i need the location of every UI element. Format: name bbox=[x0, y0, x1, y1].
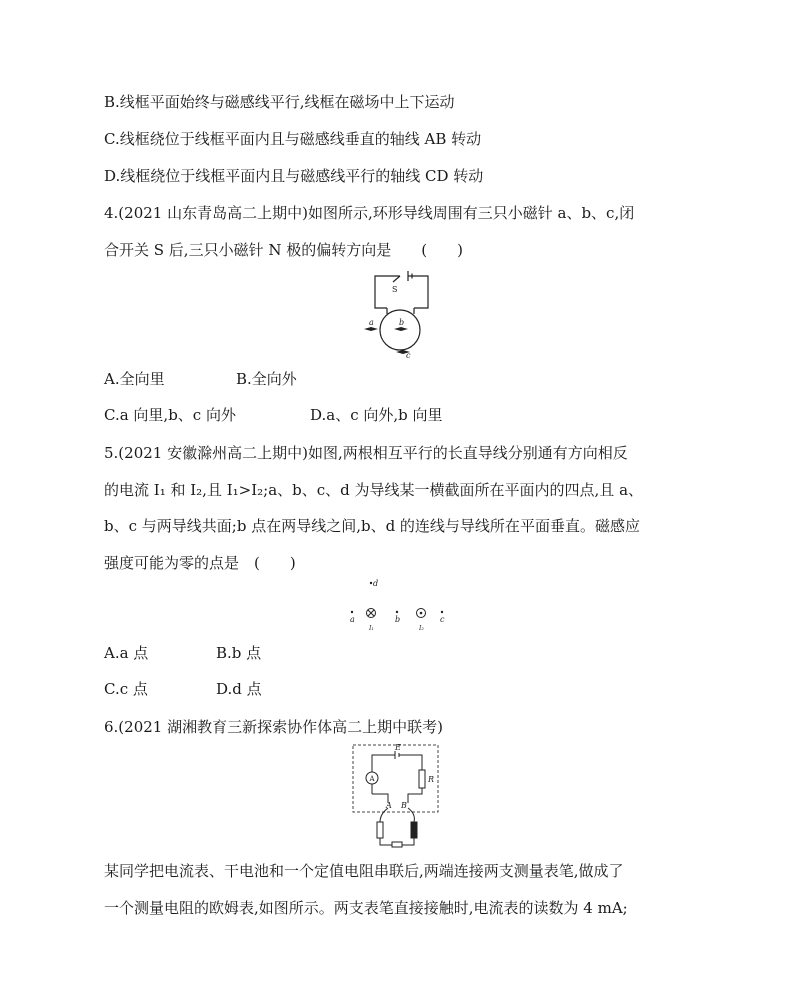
wire-1-cross-icon bbox=[368, 610, 374, 616]
q5-stem-1: 5.(2021 安徽滁州高二上期中)如图,两根相互平行的长直导线分别通有方向相反 bbox=[104, 444, 628, 462]
q4-option-d: D.a、c 向外,b 向里 bbox=[310, 406, 443, 424]
test-probe-black-icon bbox=[411, 822, 417, 838]
switch-label: S bbox=[392, 285, 398, 294]
resistor-r-icon bbox=[419, 770, 425, 788]
q5-option-a: A.a 点 bbox=[104, 644, 149, 662]
q4-option-a: A.全向里 bbox=[104, 370, 165, 388]
point-b-dot bbox=[396, 611, 398, 613]
point-a-label: a bbox=[350, 615, 355, 624]
point-d-dot bbox=[370, 582, 372, 584]
q6-figure bbox=[350, 742, 454, 848]
q5-stem-2: 的电流 I₁ 和 I₂,且 I₁>I₂;a、b、c、d 为导线某一横截面所在平面内的四点,且 a、 bbox=[104, 481, 644, 499]
point-c-dot bbox=[441, 611, 443, 613]
q6-paragraph-1: 某同学把电流表、干电池和一个定值电阻串联后,两端连接两支测量表笔,做成了 bbox=[104, 862, 624, 880]
needle-c-label: c bbox=[406, 351, 411, 360]
needle-b-label: b bbox=[399, 318, 405, 327]
q5-stem-3: b、c 与两导线共面;b 点在两导线之间,b、d 的连线与导线所在平面垂直。磁感应 bbox=[104, 517, 640, 535]
option-b-prev: B.线框平面始终与磁感线平行,线框在磁场中上下运动 bbox=[104, 93, 455, 111]
ammeter-a-glyph: A bbox=[369, 775, 375, 783]
point-b-label: b bbox=[395, 615, 401, 624]
point-a-dot bbox=[351, 611, 353, 613]
option-c-prev: C.线框绕位于线框平面内且与磁感线垂直的轴线 AB 转动 bbox=[104, 130, 482, 148]
point-d-label: d bbox=[373, 579, 379, 588]
label-b: B bbox=[401, 801, 407, 810]
label-e: E bbox=[395, 743, 401, 752]
q5-stem-4: 强度可能为零的点是 ( ) bbox=[104, 554, 296, 572]
q5-option-d: D.d 点 bbox=[216, 680, 262, 698]
q6-stem: 6.(2021 湖湘教育三新探索协作体高二上期中联考) bbox=[104, 718, 443, 736]
needle-a-icon bbox=[364, 327, 378, 331]
q5-figure bbox=[340, 578, 460, 634]
q4-option-b: B.全向外 bbox=[236, 370, 297, 388]
wire-2-dot-icon bbox=[420, 612, 423, 615]
q4-figure bbox=[360, 268, 440, 360]
needle-b-icon bbox=[394, 327, 408, 331]
test-probe-red-icon bbox=[377, 822, 383, 838]
point-c-label: c bbox=[440, 615, 445, 624]
label-a: A bbox=[386, 801, 392, 810]
needle-a-label: a bbox=[369, 318, 374, 327]
option-d-prev: D.线框绕位于线框平面内且与磁感线平行的轴线 CD 转动 bbox=[104, 167, 484, 185]
resistor-under-test-icon bbox=[392, 842, 402, 847]
wire-2-label: I₂ bbox=[419, 625, 424, 632]
q5-option-c: C.c 点 bbox=[104, 680, 148, 698]
q4-stem-2: 合开关 S 后,三只小磁针 N 极的偏转方向是 ( ) bbox=[104, 241, 463, 259]
q6-paragraph-2: 一个测量电阻的欧姆表,如图所示。两支表笔直接接触时,电流表的读数为 4 mA; bbox=[104, 899, 628, 917]
q4-stem-1: 4.(2021 山东青岛高二上期中)如图所示,环形导线周围有三只小磁针 a、b、c,闭 bbox=[104, 204, 635, 222]
q4-option-c: C.a 向里,b、c 向外 bbox=[104, 406, 236, 424]
wire-1-label: I₁ bbox=[369, 625, 374, 632]
q5-option-b: B.b 点 bbox=[216, 644, 262, 662]
label-r: R bbox=[428, 775, 435, 784]
